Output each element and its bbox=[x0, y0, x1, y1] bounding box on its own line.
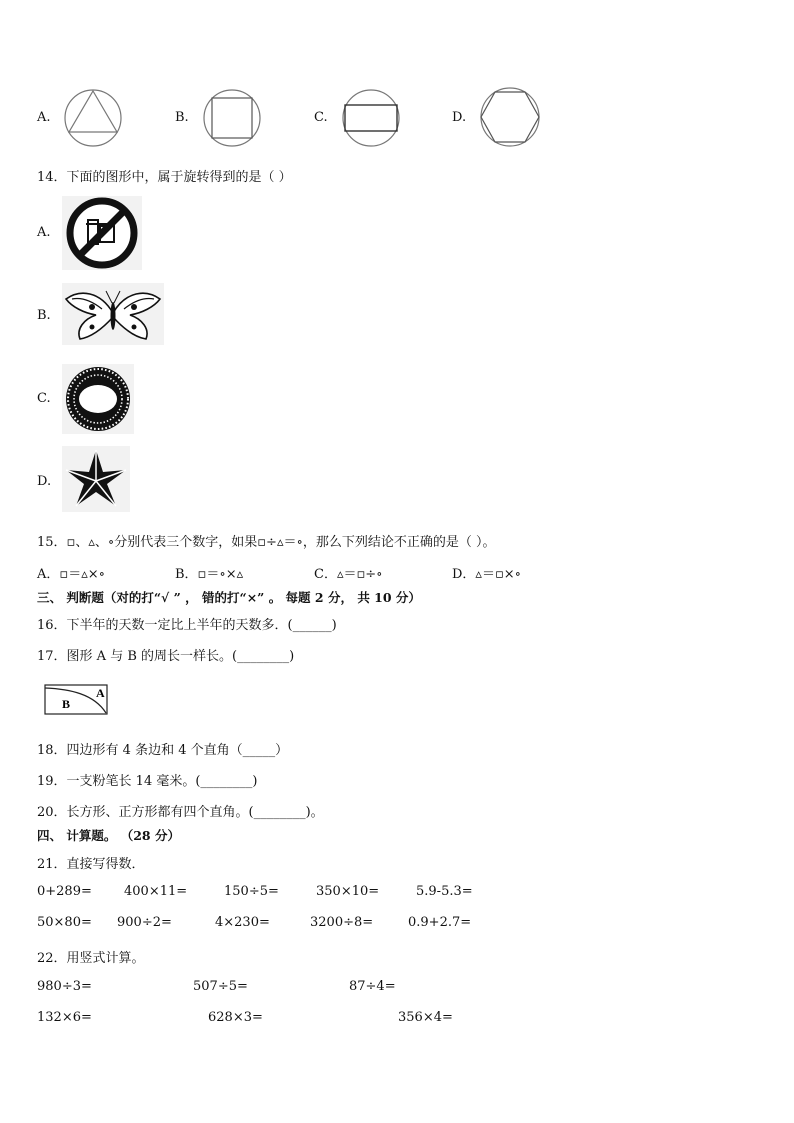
q22-item: 980÷3= bbox=[37, 979, 92, 994]
q17-text: 17．图形 A 与 B 的周长一样长。(________) bbox=[37, 649, 295, 664]
figure-label-a: A bbox=[96, 686, 105, 700]
q15-option-d: D．▵＝▫×∘ bbox=[452, 567, 522, 582]
q21-item: 4×230= bbox=[215, 915, 270, 930]
q22-item: 628×3= bbox=[208, 1010, 263, 1025]
q16-text: 16．下半年的天数一定比上半年的天数多．(______) bbox=[37, 618, 337, 633]
q18-text: 18．四边形有 4 条边和 4 个直角（_____） bbox=[37, 743, 289, 758]
q21-item: 350×10= bbox=[316, 884, 380, 899]
q21-item: 150÷5= bbox=[224, 884, 279, 899]
figure-label-b: B bbox=[62, 697, 71, 711]
q14-option-b-label: B. bbox=[37, 308, 51, 323]
q19-text: 19．一支粉笔长 14 毫米。(________) bbox=[37, 774, 258, 789]
q14-option-c-label: C. bbox=[37, 391, 51, 406]
q22-item: 356×4= bbox=[398, 1010, 453, 1025]
butterfly-icon bbox=[62, 283, 164, 345]
section-3-heading: 三、 判断题（对的打“√ ” ， 错的打“×” 。 每题 2 分， 共 10 分） bbox=[37, 590, 421, 605]
q22-stem: 22．用竖式计算。 bbox=[37, 951, 145, 966]
q20-text: 20．长方形、正方形都有四个直角。(________)。 bbox=[37, 805, 324, 820]
pinwheel-star-icon bbox=[62, 446, 130, 512]
section-4-heading: 四、 计算题。 （28 分） bbox=[37, 828, 180, 843]
q21-item: 50×80= bbox=[37, 915, 92, 930]
q21-item: 5.9-5.3= bbox=[416, 884, 473, 899]
q22-item: 132×6= bbox=[37, 1010, 92, 1025]
q15-option-c: C．▵＝▫÷∘ bbox=[314, 567, 383, 582]
q13-option-c-label: C. bbox=[314, 110, 328, 125]
q13-option-d-label: D. bbox=[452, 110, 467, 125]
q21-item: 900÷2= bbox=[117, 915, 172, 930]
q15-option-b: B．▫＝∘×▵ bbox=[175, 567, 244, 582]
q17-figure-a-b bbox=[44, 684, 110, 716]
q21-item: 400×11= bbox=[124, 884, 188, 899]
circle-inscribed-hexagon-figure bbox=[478, 86, 544, 148]
q21-stem: 21．直接写得数． bbox=[37, 857, 145, 872]
no-littering-sign-icon bbox=[62, 196, 142, 270]
q21-item: 0+289= bbox=[37, 884, 92, 899]
q15-stem: 15．▫、▵、∘分别代表三个数字，如果▫÷▵＝∘，那么下列结论不正确的是（ ）。 bbox=[37, 535, 496, 550]
rotating-ring-icon bbox=[62, 364, 134, 434]
q13-option-a-label: A. bbox=[37, 110, 51, 125]
q22-item: 87÷4= bbox=[349, 979, 396, 994]
q13-option-b-label: B. bbox=[175, 110, 189, 125]
q21-item: 3200÷8= bbox=[310, 915, 374, 930]
q22-item: 507÷5= bbox=[193, 979, 248, 994]
q14-stem: 14．下面的图形中，属于旋转得到的是（ ） bbox=[37, 170, 292, 185]
circle-inscribed-rectangle-figure bbox=[340, 88, 404, 148]
q21-item: 0.9+2.7= bbox=[408, 915, 472, 930]
q15-option-a: A．▫＝▵×∘ bbox=[37, 567, 105, 582]
q14-option-d-label: D. bbox=[37, 474, 52, 489]
circle-inscribed-triangle-figure bbox=[62, 88, 124, 148]
circle-inscribed-square-figure bbox=[201, 88, 263, 148]
q14-option-a-label: A. bbox=[37, 225, 51, 240]
